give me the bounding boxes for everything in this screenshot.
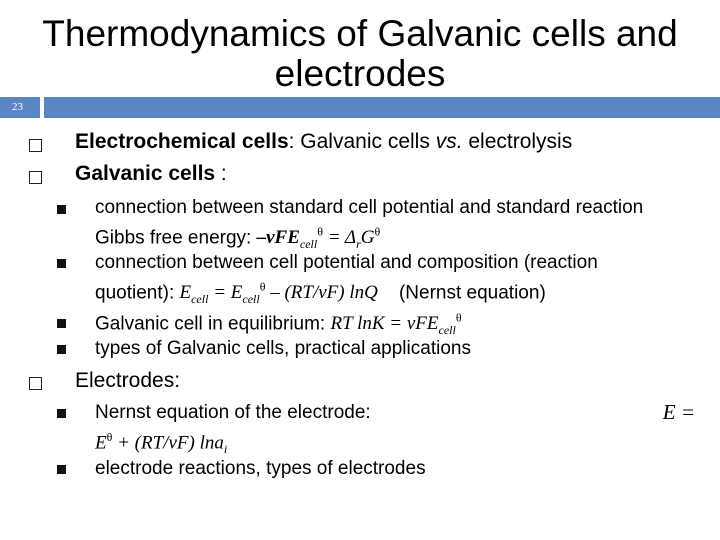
formula [179, 280, 378, 307]
formula-sub: i [223, 442, 228, 457]
bullet-tail: electrolysis [462, 130, 573, 153]
checkbox-bullet-icon [29, 171, 42, 184]
square-bullet-icon [57, 409, 66, 418]
sub-bullet-text: (Nernst equation) [377, 282, 546, 304]
bullet-text: : Galvanic cells [288, 130, 436, 153]
sub-bullet-electrode-types: electrode reactions, types of electrodes [95, 458, 426, 479]
formula-part: = Δ [322, 227, 357, 249]
formula-part: G [360, 227, 375, 249]
square-bullet-icon [57, 465, 66, 474]
bullet-text: : [215, 162, 227, 185]
formula-sub: r [356, 237, 361, 252]
formula-part: E = [662, 400, 695, 424]
formula-part: E [95, 432, 107, 454]
sub-bullet-text: quotient): [95, 282, 180, 304]
square-bullet-icon [57, 205, 66, 214]
bullet-bold-term: Galvanic cells [75, 162, 216, 185]
sub-bullet-line: connection between cell potential and composition (reaction [95, 252, 598, 273]
header-bar [44, 97, 720, 118]
bullet-electrodes: Electrodes: [75, 369, 181, 392]
formula-right [663, 400, 695, 425]
bullet-italic: vs. [435, 130, 463, 153]
bullet-electrochemical-cells [75, 130, 572, 154]
square-bullet-icon [57, 259, 66, 268]
formula-part: = E [208, 282, 243, 304]
sub-bullet-gibbs [95, 195, 643, 257]
slide-title [0, 14, 720, 94]
sub-bullet-text: Gibbs free energy: [95, 227, 257, 249]
formula-sup: θ [374, 225, 381, 239]
formula-part: E [179, 282, 192, 304]
title-line-2: electrodes [274, 53, 446, 94]
formula-part: – (RT/νF) lnQ [265, 282, 378, 304]
formula [256, 225, 381, 252]
checkbox-bullet-icon [29, 139, 42, 152]
sub-bullet-types: types of Galvanic cells, practical applications [95, 338, 471, 359]
formula-sub: cell [242, 292, 260, 307]
bullet-bold-term: Electrochemical cells [75, 130, 289, 153]
formula-sub: cell [438, 323, 456, 338]
title-line-1: Thermodynamics of Galvanic cells and [42, 13, 678, 54]
sub-bullet-text: Nernst equation of the electrode: [95, 402, 371, 423]
sub-bullet-nernst [95, 250, 598, 312]
formula-sup: θ [317, 225, 323, 239]
formula-part: RT lnK = νFE [330, 313, 439, 335]
formula-sub: cell [191, 292, 209, 307]
square-bullet-icon [57, 345, 66, 354]
sub-bullet-line [95, 400, 695, 425]
sub-bullet-line: connection between standard cell potential and standard reaction [95, 197, 644, 218]
square-bullet-icon [57, 319, 66, 328]
slide-number: 23 [0, 97, 40, 118]
checkbox-bullet-icon [29, 377, 42, 390]
formula-sup: θ [106, 430, 113, 444]
formula-sub: cell [299, 237, 318, 252]
sub-bullet-text: Galvanic cell in equilibrium: [95, 313, 331, 335]
sub-bullet-electrode-nernst [95, 400, 695, 462]
bullet-galvanic-cells [75, 162, 227, 186]
formula-sup: θ [259, 280, 266, 294]
formula-part: + (RT/νF) lna [112, 432, 224, 454]
formula-part: –νFE [256, 227, 300, 249]
formula [330, 311, 462, 338]
formula-sup: θ [455, 311, 462, 325]
